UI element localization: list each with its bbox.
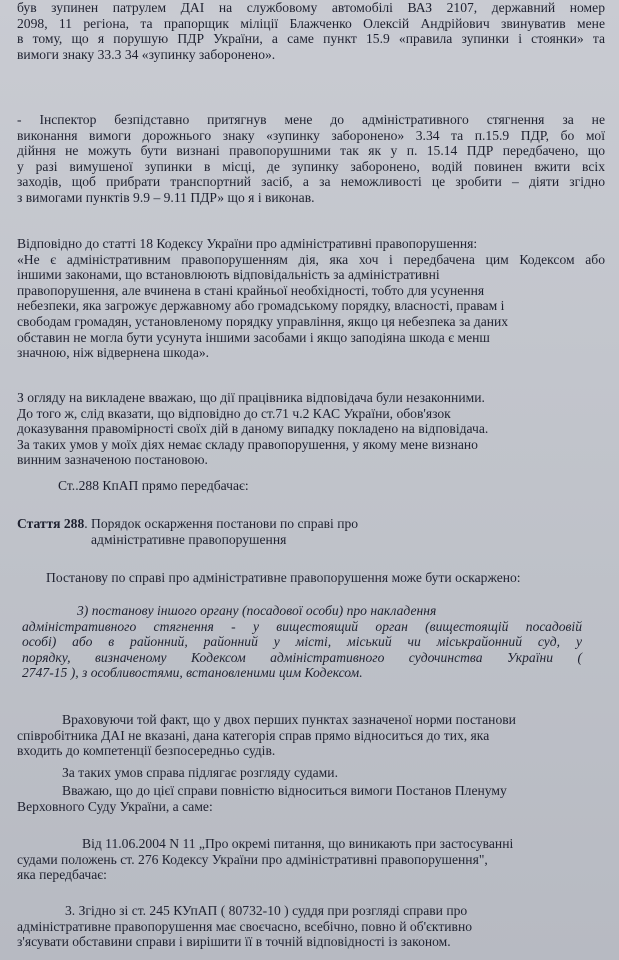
text-line: До того ж, слід вказати, що відповідно до ст.71 ч.2 КАС України, обов'язок [17,405,451,421]
article-number: Стаття 288 [17,516,85,531]
article-288-heading [17,516,605,547]
paragraph-article-18 [17,236,605,361]
text-line: у разі вимушеної зупинки в місці, де зупинку заборонено, водій повинен вжити всіх [17,158,605,174]
text-line: вимоги знаку 33.3 34 «зупинку заборонено». [17,46,276,62]
paragraph-inspector [17,112,605,206]
text-line: свободам громадян, установленому порядку управління, якщо ця небезпека за даних [17,313,509,329]
text-line: 2747-15 ), з особливостями, встановленими цим Кодексом. [22,665,363,681]
paragraph-court [62,765,602,781]
text-line: небезпеки, яка загрожує державному або громадському порядку, власності, правам і [17,298,505,314]
text-line: адміністративне правопорушення має своєчасно, всебічно, повно й об'єктивно [17,918,473,934]
paragraph-appeal [46,570,606,586]
paragraph-conclusion [17,390,605,468]
text-line: Ст..288 КпАП прямо передбачає: [58,478,249,493]
text-line: За таких умов у моїх діях немає складу правопорушення, у якому мене визнано [17,436,478,452]
text-line: входить до компетенції безпосередньо судів. [17,743,276,759]
text-line: 3) постанову іншого органу (посадової особи) про накладення [77,603,437,618]
text-line: був зупинен патрулем ДАІ на службовому автомобілі ВАЗ 2107, державний номер [17,0,605,15]
text-line: «Не є адміністративним правопорушенням дія, яка хоч і передбачена цим Кодексом або [17,251,605,267]
paragraph-article-245 [17,903,605,950]
text-line: яка передбачає: [17,867,107,883]
text-line: порядку, визначеному Кодексом адміністративного судочинства України ( [22,649,582,665]
text-line: Постанову по справі про адміністративне правопорушення може бути оскаржено: [46,570,521,585]
text-line: З огляду на викладене вважаю, що дії працівника відповідача були незаконними. [17,390,485,405]
paragraph-plenum [17,783,605,814]
paragraph-considering [17,712,605,759]
text-line: Від 11.06.2004 N 11 „Про окремі питання, що виникають при застосуванні [82,836,514,851]
text-line: судами положень ст. 276 Кодексу України про адміністративні правопорушення", [17,851,488,867]
text-line: 3. Згідно зі ст. 245 КУпАП ( 80732-10 ) суддя при розгляді справи про [65,903,468,918]
text-line: адміністративного стягнення - у вищестоящий орган (вищестоящій посадовій [22,618,582,634]
text-line: особі) або в районний, районний у місті, міський чи міськрайонний суд, у [22,634,582,650]
text-line: - Інспектор безпідставно притягнув мене до адміністративного стягнення за не [17,112,605,127]
text-line: Верховного Суду України, а саме: [17,798,213,814]
text-line: За таких умов справа підлягає розгляду судами. [62,765,338,780]
text-line: правопорушення, але вчинена в стані крайньої необхідності, тобто для усунення [17,282,485,298]
text-line: дійння не можуть бути визнані правопорушними так як у п. 15.14 ПДР передбачено, що [17,143,605,159]
text-line: співробітника ДАІ не вказані, дана категорія справ прямо відноситься до тих, яка [17,727,490,743]
article-title: . Порядок оскарження постанови по справі про [84,516,359,531]
text-line: з'ясувати обставини справи і вирішити її в точній відповідності із законом. [17,934,451,950]
text-line: виконання вимоги дорожнього знаку «зупинку заборонено» 3.34 та п.15.9 ПДР, бо мої [17,127,605,143]
text-line: з вимогами пунктів 9.9 – 9.11 ПДР» що я і виконав. [17,189,315,205]
article-heading-line [17,516,605,532]
text-line: обставин не могла бути усунута іншими засобами і якщо заподіяна шкода є менш [17,329,490,345]
text-line: винним зазначеною постановою. [17,452,208,468]
paragraph-quote-item-3 [22,603,582,681]
text-line: Враховуючи той факт, що у двох перших пунктах зазначеної норми постанови [62,712,516,727]
paragraph-article-288-intro [58,478,598,494]
text-line: іншими законами, що встановлюють відповідальність за адміністративні [17,267,440,283]
text-line: 2098, 11 регіона, та прапорщик міліції Блажченко Олексій Андрійович звинуватив мене [17,15,605,31]
text-line: Відповідно до статті 18 Кодексу України про адміністративні правопорушення: [17,236,478,251]
text-line: значною, ніж відвернена шкода». [17,345,210,361]
text-line: в тому, що я порушую ПДР України, а саме пункт 15.9 «правила зупинки і стоянки» та [17,31,605,47]
paragraph-incident [17,0,605,62]
text-line: Вважаю, що до цієї справи повністю відноситься вимоги Постанов Пленуму [62,783,507,798]
text-line: заходів, щоб прибрати транспортний засіб, а за неможливості це зробити – діяти згідно [17,174,605,190]
text-line: доказування правомірності своїх дій в даному випадку покладено на відповідача. [17,421,489,437]
paragraph-resolution [17,836,605,883]
article-title-line-2: адміністративне правопорушення [91,531,287,547]
